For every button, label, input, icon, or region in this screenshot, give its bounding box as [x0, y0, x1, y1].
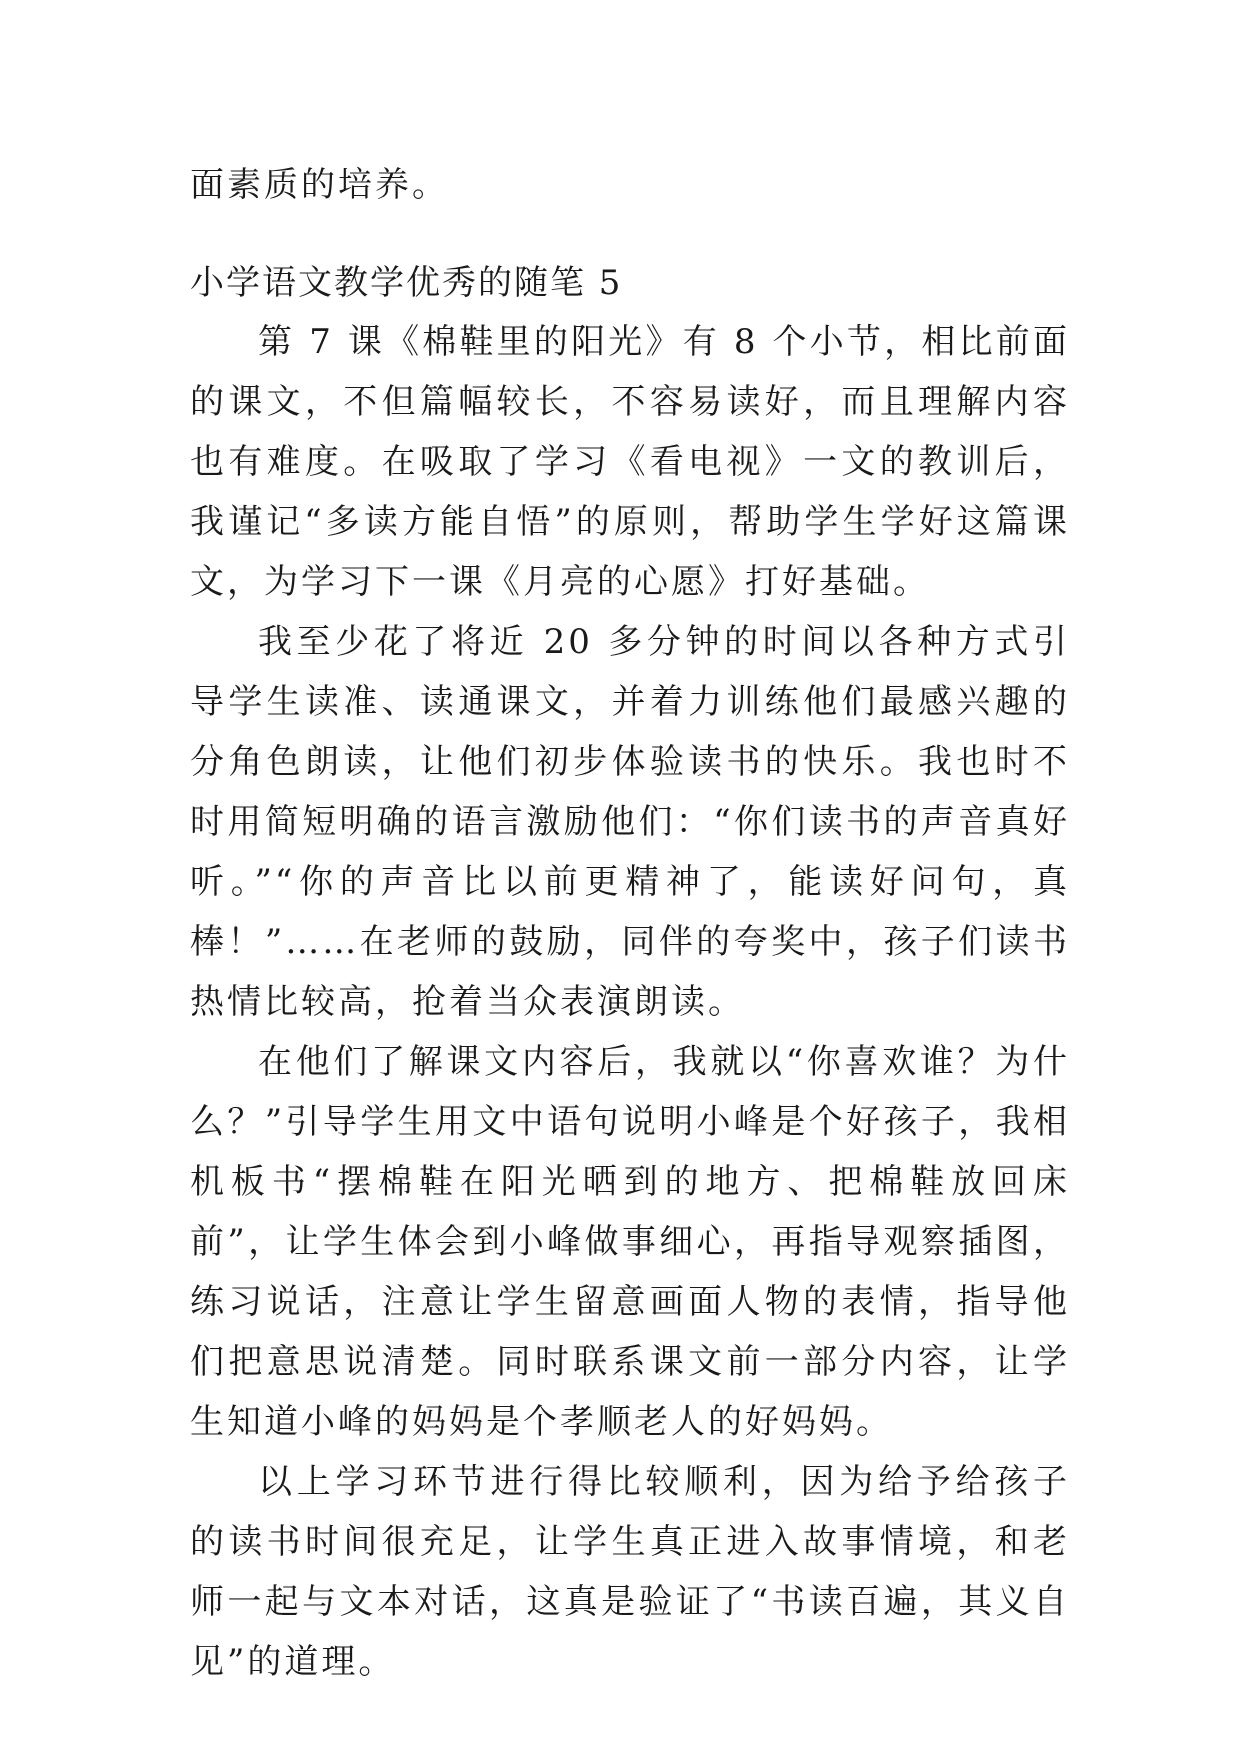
article-body	[190, 312, 1070, 1692]
paragraph-3: 在他们了解课文内容后，我就以“你喜欢谁？为什么？”引导学生用文中语句说明小峰是个好孩子，我相机板书“摆棉鞋在阳光晒到的地方、把棉鞋放回床前”，让学生体会到小峰做事细心，再指导观察插图，练习说话，注意让学生留意画面人物的表情，指导他们把意思说清楚。同时联系课文前一部分内容，让学生知道小峰的妈妈是个孝顺老人的好妈妈。	[190, 1042, 1070, 1442]
carry-over-text: 面素质的培养。	[190, 165, 449, 205]
section-title: 小学语文教学优秀的随笔 5	[190, 263, 623, 303]
paragraph-2: 我至少花了将近 20 多分钟的时间以各种方式引导学生读准、读通课文，并着力训练他们最感兴趣的分角色朗读，让他们初步体验读书的快乐。我也时不时用简短明确的语言激励他们：“你们读书的声音真好听。”“你的声音比以前更精神了，能读好问句，真棒！”……在老师的鼓励，同伴的夸奖中，孩子们读书热情比较高，抢着当众表演朗读。	[190, 622, 1070, 1022]
paragraph-1: 第 7 课《棉鞋里的阳光》有 8 个小节，相比前面的课文，不但篇幅较长，不容易读好，而且理解内容也有难度。在吸取了学习《看电视》一文的教训后，我谨记“多读方能自悟”的原则，帮助学生学好这篇课文，为学习下一课《月亮的心愿》打好基础。	[190, 322, 1070, 602]
paragraph-4: 以上学习环节进行得比较顺利，因为给予给孩子的读书时间很充足，让学生真正进入故事情境，和老师一起与文本对话，这真是验证了“书读百遍，其义自见”的道理。	[190, 1462, 1070, 1682]
